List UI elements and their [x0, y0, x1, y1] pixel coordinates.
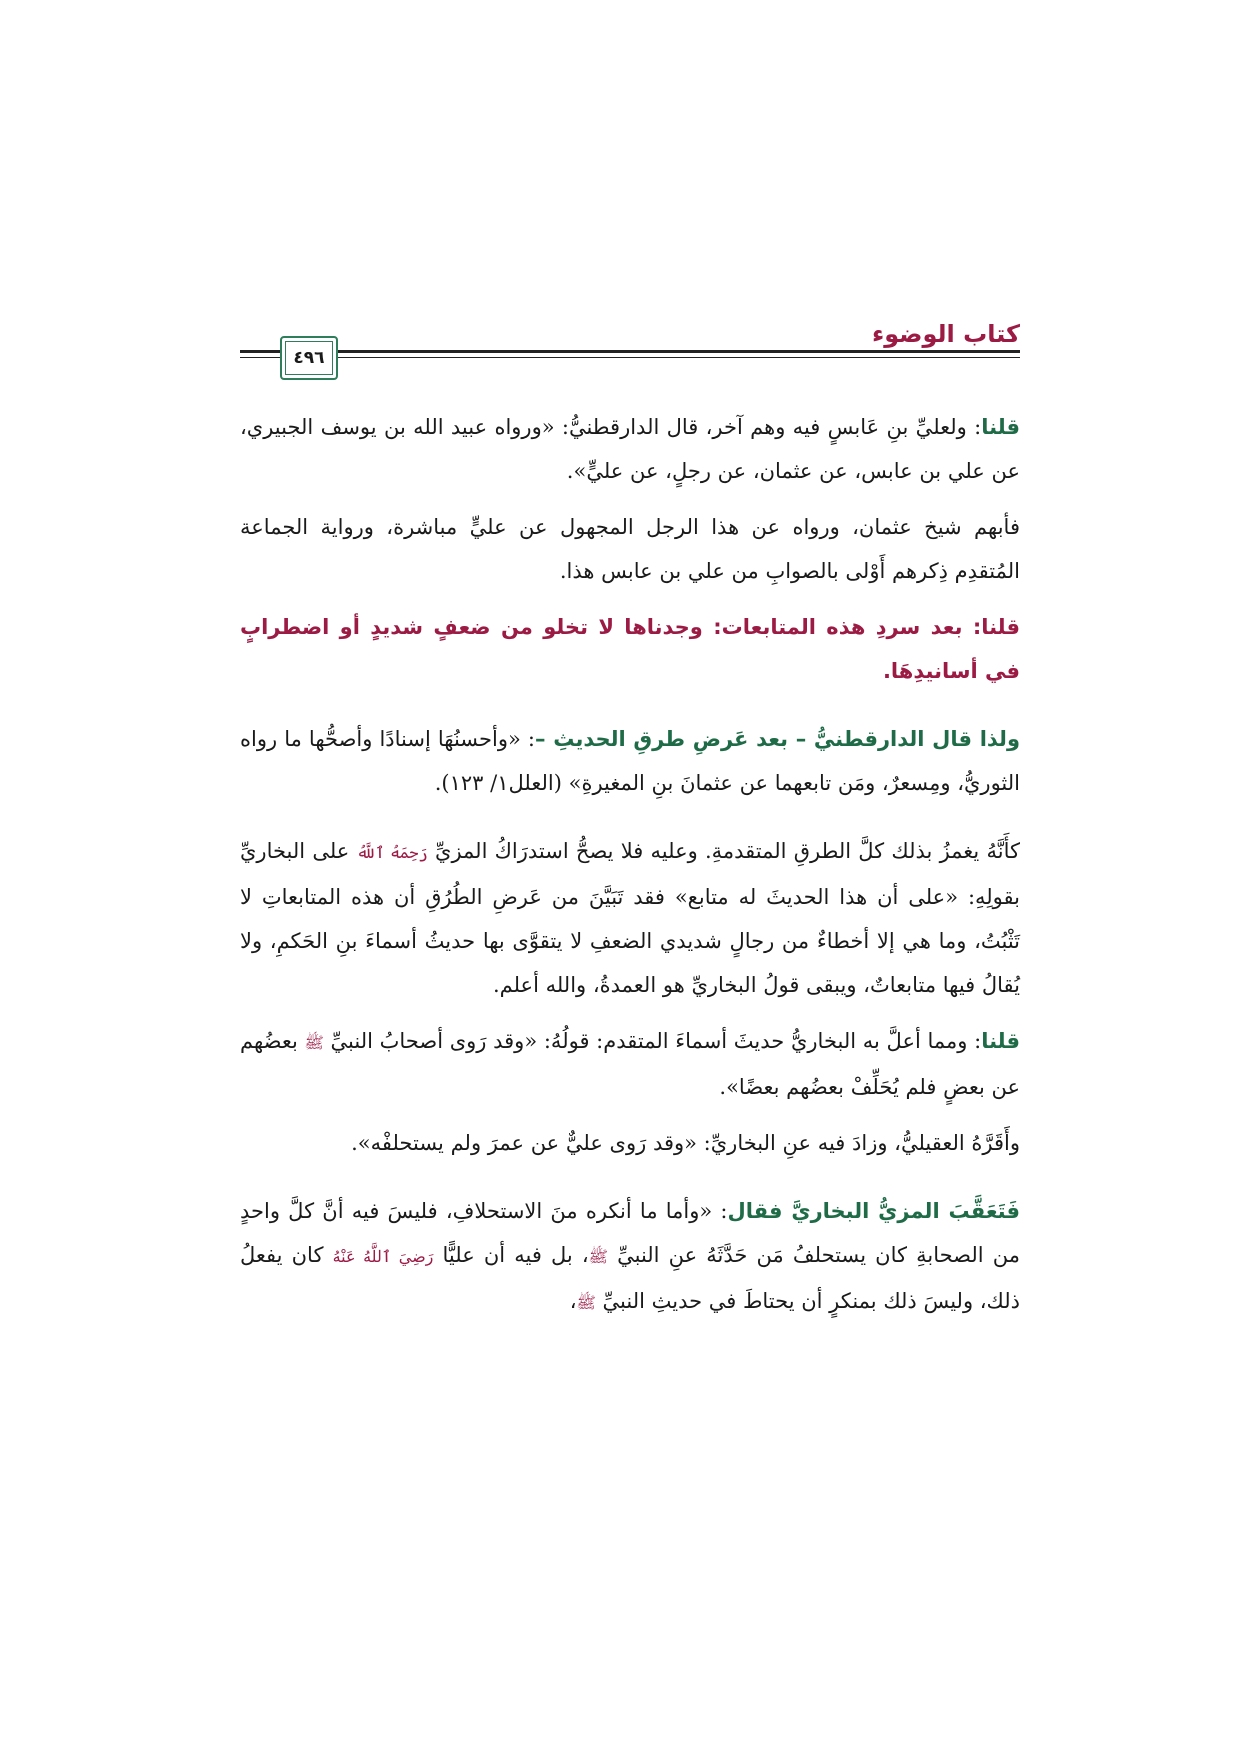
paragraph-text: كان يفعلُ ذلك، وليسَ ذلك بمنكرٍ أن يحتاطَ في حديثِ النبيِّ [240, 1243, 1020, 1313]
page-header [240, 318, 1020, 388]
paragraph-7 [240, 1121, 1020, 1165]
paragraph-4 [240, 717, 1020, 805]
paragraph-6 [240, 1019, 1020, 1109]
paragraph-text: فأبهم شيخ عثمان، ورواه عن هذا الرجل المجهول عن عليٍّ مباشرة، ورواية الجماعة المُتقدِم ذِكرهم أَوْلى بالصوابِ من علي بن عابس هذا. [240, 515, 1020, 583]
paragraph-label: ولذا قال الدارقطنيُّ – بعد عَرضِ طرقِ الحديثِ – [535, 727, 1020, 751]
paragraph-text: بعضُهم عن بعضٍ فلم يُحَلِّفْ بعضُهم بعضًا». [240, 1029, 1020, 1099]
paragraph-text: : ومما أعلَّ به البخاريُّ حديثَ أسماءَ المتقدم: قولُهُ: «وقد رَوى أصحابُ النبيِّ [330, 1029, 982, 1053]
paragraph-text: على البخاريِّ بقولِهِ: «على أن هذا الحديثَ له متابع» فقد تَبَيَّنَ من عَرضِ الطُرُقِ أن هذه المتابعاتِ لا تَثْبُتُ، وما هي إلا أخطاءٌ من رجالٍ شديدي الضعفِ لا يتقوَّى بها حديثُ أسماءَ بنِ الحَكمِ، ولا يُقالُ فيها متابعاتٌ، ويبقى قولُ البخاريِّ هو العمدةُ، والله أعلم. [240, 839, 1020, 997]
paragraph-text: كأَنَّهُ يغمزُ بذلك كلَّ الطرقِ المتقدمةِ. وعليه فلا يصحُّ استدرَاكُ المزيِّ [435, 839, 1020, 863]
book-title: كتاب الوضوء [871, 320, 1020, 348]
page-body [240, 405, 1020, 1337]
header-rule-thin [240, 357, 1020, 358]
paragraph-5 [240, 829, 1020, 1007]
paragraph-text: : ولعليِّ بنِ عَابسٍ فيه وهم آخر، قال الدارقطنيُّ: «ورواه عبيد الله بن يوسف الجبيري، عن علي بن عابس، عن عثمان، عن رجلٍ، عن عليٍّ». [240, 415, 1020, 483]
page-number-badge [280, 336, 338, 380]
paragraph-text: ، [569, 1289, 577, 1313]
paragraph-2 [240, 505, 1020, 593]
paragraph-text: : «وأحسنُهَا إسنادًا وأصحُّها ما رواه الثوريُّ، ومِسعرٌ، ومَن تابعهما عن عثمانَ بنِ المغيرةِ» (العلل١/ ١٢٣). [240, 727, 1020, 795]
honorific-glyph: ﷺ [304, 1033, 324, 1052]
honorific-glyph: رَضِيَ ٱللَّهُ عَنْهُ [332, 1247, 434, 1266]
paragraph-label: قلنا [981, 415, 1021, 439]
honorific-glyph: ﷺ [588, 1247, 608, 1266]
paragraph-text: ، بل فيه أن عليًّا [442, 1243, 589, 1267]
paragraph-text: : «وأما ما أنكره منَ الاستحلافِ، فليسَ فيه أنَّ كلَّ واحدٍ من الصحابةِ كان يستحلفُ مَن حَدَّثَهُ عنِ النبيِّ [240, 1199, 1020, 1267]
paragraph-label: فَتَعَقَّبَ المزيُّ البخاريَّ فقال [727, 1199, 1020, 1223]
paragraph-1 [240, 405, 1020, 493]
header-rule-thick [240, 350, 1020, 353]
highlight-text: قلنا: بعد سردِ هذه المتابعات: وجدناها لا تخلو من ضعفٍ شديدٍ أو اضطرابٍ في أسانيدِهَا. [240, 615, 1020, 683]
honorific-glyph: ﷺ [576, 1293, 596, 1312]
honorific-glyph: رَحِمَهُ ٱللَّهُ [356, 843, 428, 862]
paragraph-text: وأَقَرَّهُ العقيليُّ، وزادَ فيه عنِ البخاريِّ: «وقد رَوى عليٌّ عن عمرَ ولم يستحلفْه». [351, 1131, 1020, 1155]
page-number: ٤٩٦ [293, 348, 325, 368]
paragraph-8 [240, 1189, 1020, 1325]
paragraph-label: قلنا [981, 1029, 1020, 1053]
paragraph-3 [240, 605, 1020, 693]
